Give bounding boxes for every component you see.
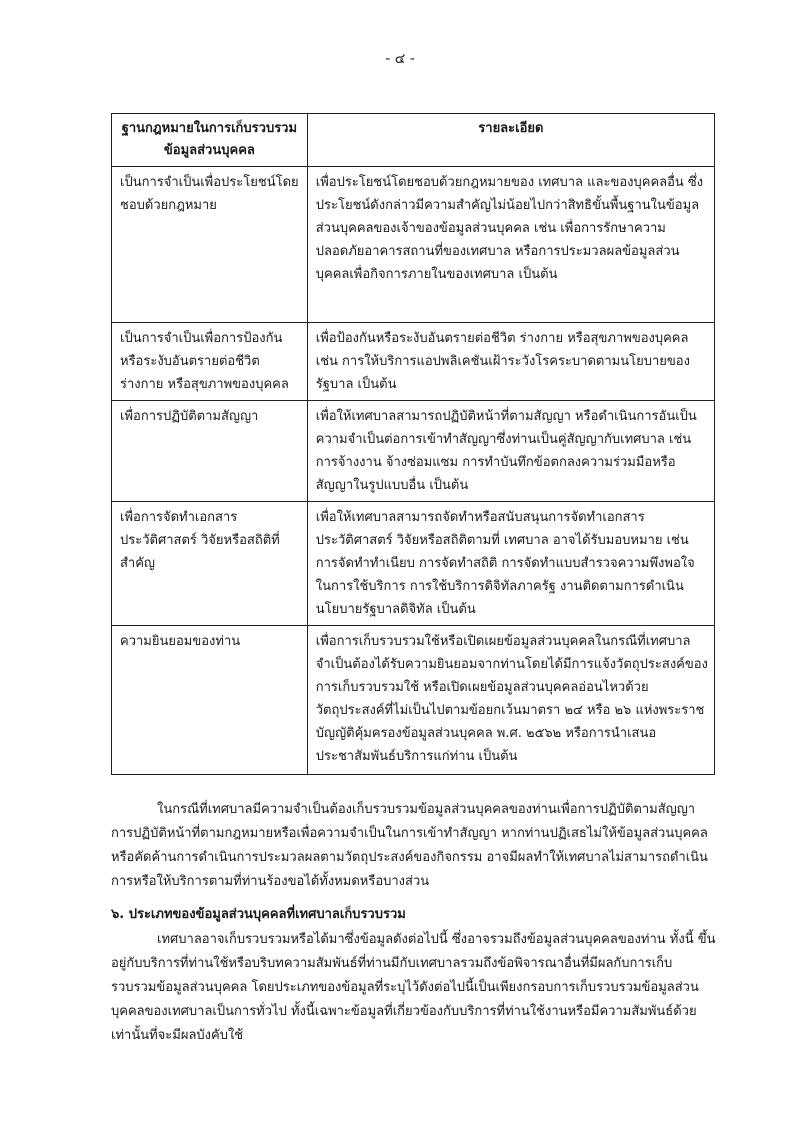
- refusal-consequence-paragraph: [111, 798, 716, 894]
- detail-cell: เพื่อป้องกันหรือระงับอันตรายต่อชีวิต ร่างกาย หรือสุขภาพของบุคคล เช่น การให้บริการแอปพลิเคชันเฝ้าระวังโรคระบาดตามนโยบายของรัฐบาล เป็นต้น: [307, 323, 714, 401]
- table-row: [112, 401, 715, 502]
- legal-basis-cell: เพื่อการจัดทำเอกสารประวัติศาสตร์ วิจัยหรือสถิติที่สำคัญ: [112, 502, 308, 626]
- table-header-row: [112, 114, 715, 167]
- paragraph-text: ในกรณีที่เทศบาลมีความจำเป็นต้องเก็บรวบรวมข้อมูลส่วนบุคคลของท่านเพื่อการปฏิบัติตามสัญญา การปฏิบัติหน้าที่ตามกฎหมายหรือเพื่อความจำเป็นในการเข้าทำสัญญา หากท่านปฏิเสธไม่ให้ข้อมูลส่วนบุคคลหรือคัดค้านการดำเนินการประมวลผลตามวัตถุประสงค์ของกิจกรรม อาจมีผลทำให้เทศบาลไม่สามารถดำเนินการหรือให้บริการตามที่ท่านร้องขอได้ทั้งหมดหรือบางส่วน: [111, 802, 708, 889]
- table-row: [112, 323, 715, 401]
- legal-basis-cell: เป็นการจำเป็นเพื่อประโยชน์โดยชอบด้วยกฎหมาย: [112, 167, 308, 323]
- detail-cell: เพื่อให้เทศบาลสามารถจัดทำหรือสนับสนุนการจัดทำเอกสารประวัติศาสตร์ วิจัยหรือสถิติตามที่ เทศบาล อาจได้รับมอบหมาย เช่น การจัดทำทำเนียบ การจัดทำสถิติ การจัดทำแบบสำรวจความพึงพอใจในการใช้บริการ การใช้บริการดิจิทัลภาครัฐ งานติดตามการดำเนินนโยบายรัฐบาลดิจิทัล เป็นต้น: [307, 502, 714, 626]
- legal-basis-table: [111, 113, 715, 775]
- page-number: - ๔ -: [385, 51, 415, 67]
- detail-cell: เพื่อประโยชน์โดยชอบด้วยกฎหมายของ เทศบาล และของบุคคลอื่น ซึ่งประโยชน์ดังกล่าวมีความสำคัญไม่น้อยไปกว่าสิทธิขั้นพื้นฐานในข้อมูลส่วนบุคคลของเจ้าของข้อมูลส่วนบุคคล เช่น เพื่อการรักษาความปลอดภัยอาคารสถานที่ของเทศบาล หรือการประมวลผลข้อมูลส่วนบุคคลเพื่อกิจการภายในของเทศบาล เป็นต้น: [307, 167, 714, 323]
- detail-cell: เพื่อการเก็บรวบรวมใช้หรือเปิดเผยข้อมูลส่วนบุคคลในกรณีที่เทศบาลจำเป็นต้องได้รับความยินยอมจากท่านโดยได้มีการแจ้งวัตถุประสงค์ของการเก็บรวบรวมใช้ หรือเปิดเผยข้อมูลส่วนบุคคลอ่อนไหวด้วยวัตถุประสงค์ที่ไม่เป็นไปตามข้อยกเว้นมาตรา ๒๔ หรือ ๒๖ แห่งพระราชบัญญัติคุ้มครองข้อมูลส่วนบุคคล พ.ศ. ๒๕๖๒ หรือการนำเสนอ ประชาสัมพันธ์บริการแก่ท่าน เป็นต้น: [307, 626, 714, 775]
- table-row: [112, 626, 715, 775]
- legal-basis-cell: เป็นการจำเป็นเพื่อการป้องกันหรือระงับอันตรายต่อชีวิต ร่างกาย หรือสุขภาพของบุคคล: [112, 323, 308, 401]
- legal-basis-cell: ความยินยอมของท่าน: [112, 626, 308, 775]
- table-row: [112, 502, 715, 626]
- header-legal-basis: ฐานกฎหมายในการเก็บรวบรวมข้อมูลส่วนบุคคล: [112, 114, 308, 167]
- table-row: [112, 167, 715, 323]
- section-6-paragraph: [111, 928, 716, 1048]
- detail-cell: เพื่อให้เทศบาลสามารถปฏิบัติหน้าที่ตามสัญญา หรือดำเนินการอันเป็นความจำเป็นต่อการเข้าทำสัญญาซึ่งท่านเป็นคู่สัญญากับเทศบาล เช่น การจ้างงาน จ้างซ่อมแซม การทำบันทึกข้อตกลงความร่วมมือหรือสัญญาในรูปแบบอื่น เป็นต้น: [307, 401, 714, 502]
- section-6-heading: ๖. ประเภทของข้อมูลส่วนบุคคลที่เทศบาลเก็บรวบรวม: [111, 907, 406, 922]
- header-details: รายละเอียด: [307, 114, 714, 167]
- paragraph-text: เทศบาลอาจเก็บรวบรวมหรือได้มาซึ่งข้อมูลดังต่อไปนี้ ซึ่งอาจรวมถึงข้อมูลส่วนบุคคลของท่าน ทั้งนี้ ขึ้นอยู่กับบริการที่ท่านใช้หรือบริบทความสัมพันธ์ที่ท่านมีกับเทศบาลรวมถึงข้อพิจารณาอื่นที่มีผลกับการเก็บรวบรวมข้อมูลส่วนบุคคล โดยประเภทของข้อมูลที่ระบุไว้ดังต่อไปนี้เป็นเพียงกรอบการเก็บรวบรวมข้อมูลส่วนบุคคลของเทศบาลเป็นการทั่วไป ทั้งนี้เฉพาะข้อมูลที่เกี่ยวข้องกับบริการที่ท่านใช้งานหรือมีความสัมพันธ์ด้วยเท่านั้นที่จะมีผลบังคับใช้: [111, 932, 716, 1043]
- legal-basis-cell: เพื่อการปฏิบัติตามสัญญา: [112, 401, 308, 502]
